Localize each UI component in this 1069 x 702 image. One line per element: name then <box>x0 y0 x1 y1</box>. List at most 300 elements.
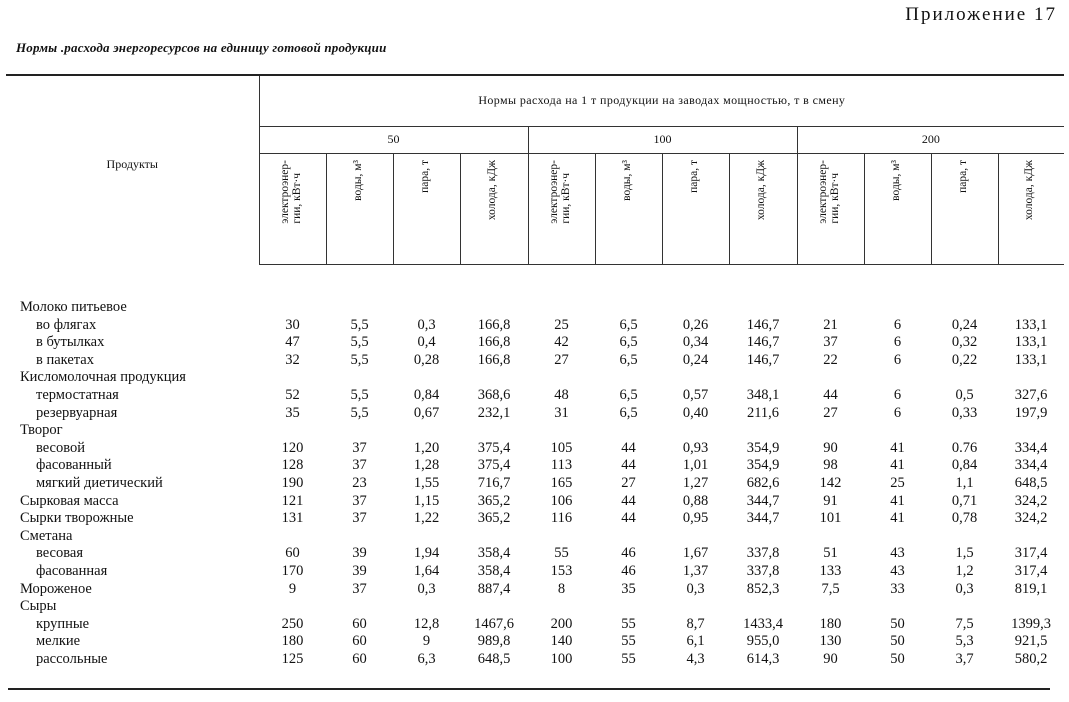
row-value-cell <box>864 422 931 440</box>
header-col-label: электроэнер- гии, кВт·ч <box>816 160 841 224</box>
row-value-cell: 0,3 <box>686 580 705 597</box>
row-value-cell: 37 <box>352 439 367 456</box>
row-value-cell: 48 <box>554 387 569 404</box>
row-value-cell <box>864 369 931 387</box>
row-value-cell: 37 <box>823 334 838 351</box>
row-value-cell: 106 <box>550 492 573 509</box>
row-value-cell: 317,4 <box>1014 562 1048 579</box>
row-value-cell: 25 <box>554 316 569 333</box>
row-value-cell <box>460 422 528 440</box>
row-value-cell: 60 <box>352 650 367 667</box>
row-product-name: в бутылках <box>36 334 105 351</box>
row-value-cell: 368,6 <box>477 387 511 404</box>
row-value-cell: 6,1 <box>686 633 705 650</box>
row-value-cell: 682,6 <box>746 474 780 491</box>
row-value-cell: 0.76 <box>951 439 978 456</box>
row-value-cell: 60 <box>352 633 367 650</box>
header-col-cold-100 <box>729 154 797 265</box>
row-value-cell: 1,37 <box>682 562 709 579</box>
row-value-cell: 200 <box>550 615 573 632</box>
row-value-cell: 0,24 <box>682 351 709 368</box>
row-value-cell: 232,1 <box>477 404 511 421</box>
header-col-cold-50 <box>460 154 528 265</box>
row-value-cell: 0,71 <box>951 492 978 509</box>
row-value-cell: 1,01 <box>682 457 709 474</box>
row-value-cell: 365,2 <box>477 492 511 509</box>
table-row <box>6 440 1064 458</box>
table-title: Нормы .расхода энергоресурсов на единицу готовой продукции <box>16 40 387 55</box>
row-value-cell <box>528 299 595 317</box>
row-value-cell: 1,22 <box>413 510 440 527</box>
row-value-cell: 1,15 <box>413 492 440 509</box>
row-value-cell: 43 <box>890 562 905 579</box>
row-value-cell: 37 <box>352 510 367 527</box>
table-row <box>6 510 1064 528</box>
row-value-cell <box>326 369 393 387</box>
table-row <box>6 598 1064 616</box>
row-value-cell <box>998 369 1064 387</box>
header-col-water-100 <box>595 154 662 265</box>
row-value-cell: 90 <box>823 650 838 667</box>
row-value-cell <box>259 422 326 440</box>
row-value-cell: 32 <box>285 351 300 368</box>
row-value-cell: 0,24 <box>951 316 978 333</box>
row-value-cell <box>460 299 528 317</box>
row-value-cell <box>326 598 393 616</box>
row-value-cell: 348,1 <box>746 387 780 404</box>
header-col-steam-200 <box>931 154 998 265</box>
row-value-cell <box>729 528 797 546</box>
row-value-cell: 1467,6 <box>474 615 514 632</box>
row-value-cell: 358,4 <box>477 545 511 562</box>
row-value-cell: 819,1 <box>1014 580 1048 597</box>
row-value-cell <box>729 598 797 616</box>
row-value-cell: 43 <box>890 545 905 562</box>
row-value-cell: 22 <box>823 351 838 368</box>
row-product-name: весовая <box>36 545 84 562</box>
row-value-cell: 101 <box>819 510 842 527</box>
row-value-cell: 8 <box>557 580 566 597</box>
row-value-cell <box>864 299 931 317</box>
row-value-cell <box>393 528 460 546</box>
row-value-cell: 25 <box>890 474 905 491</box>
row-value-cell: 6,5 <box>619 404 638 421</box>
row-value-cell: 37 <box>352 457 367 474</box>
row-value-cell: 1399,3 <box>1011 615 1052 632</box>
row-value-cell <box>662 422 729 440</box>
row-value-cell: 5,3 <box>955 633 974 650</box>
row-value-cell: 7,5 <box>955 615 974 632</box>
header-col-label: воды, м³ <box>620 160 633 201</box>
row-value-cell: 365,2 <box>477 510 511 527</box>
row-value-cell: 989,8 <box>477 633 511 650</box>
row-value-cell: 146,7 <box>746 316 780 333</box>
row-value-cell: 46 <box>621 545 636 562</box>
row-value-cell <box>528 598 595 616</box>
table-row <box>6 563 1064 581</box>
table-row <box>6 651 1064 669</box>
header-col-label: воды, м³ <box>889 160 902 201</box>
row-value-cell: 0,34 <box>682 334 709 351</box>
row-value-cell: 6,5 <box>619 351 638 368</box>
row-product-name: Кисломолочная продукция <box>20 369 186 386</box>
row-value-cell: 6,5 <box>619 387 638 404</box>
row-value-cell: 51 <box>823 545 838 562</box>
row-value-cell: 6,5 <box>619 334 638 351</box>
row-product-name: Творог <box>20 422 63 439</box>
row-value-cell: 133,1 <box>1014 316 1048 333</box>
row-value-cell: 6 <box>893 351 902 368</box>
row-value-cell: 41 <box>890 492 905 509</box>
row-value-cell: 0,57 <box>682 387 709 404</box>
row-product-name: весовой <box>36 439 86 456</box>
row-value-cell: 142 <box>819 474 842 491</box>
row-value-cell: 120 <box>281 439 304 456</box>
row-product-name: Мороженое <box>20 580 92 597</box>
header-span: Нормы расхода на 1 т продукции на заводах мощностью, т в смену <box>259 75 1064 127</box>
row-product-name: фасованная <box>36 562 108 579</box>
row-value-cell: 8,7 <box>686 615 705 632</box>
row-value-cell: 35 <box>285 404 300 421</box>
row-value-cell: 170 <box>281 562 304 579</box>
row-value-cell <box>595 528 662 546</box>
row-value-cell: 614,3 <box>746 650 780 667</box>
row-value-cell <box>259 598 326 616</box>
row-value-cell: 12,8 <box>413 615 440 632</box>
row-value-cell: 9 <box>422 633 431 650</box>
row-product-name: Молоко питьевое <box>20 299 127 316</box>
row-value-cell: 41 <box>890 457 905 474</box>
table-row <box>6 369 1064 387</box>
row-value-cell: 1,20 <box>413 439 440 456</box>
row-value-cell: 0,88 <box>682 492 709 509</box>
row-value-cell <box>998 528 1064 546</box>
row-value-cell: 955,0 <box>746 633 780 650</box>
header-capacity-200: 200 <box>797 127 1064 154</box>
row-value-cell: 60 <box>285 545 300 562</box>
row-value-cell: 166,8 <box>477 334 511 351</box>
row-value-cell: 1,28 <box>413 457 440 474</box>
row-value-cell <box>259 369 326 387</box>
header-col-label: холода, кДж <box>486 160 498 221</box>
row-value-cell: 197,9 <box>1014 404 1048 421</box>
table-row <box>6 405 1064 423</box>
table-row <box>6 422 1064 440</box>
header-col-electricity-200 <box>797 154 864 265</box>
norms-table <box>6 74 1064 668</box>
row-value-cell: 0,5 <box>955 387 974 404</box>
row-value-cell: 146,7 <box>746 351 780 368</box>
row-product-name: мелкие <box>36 633 81 650</box>
row-value-cell: 3,7 <box>955 650 974 667</box>
table-row <box>6 317 1064 335</box>
row-value-cell: 334,4 <box>1014 439 1048 456</box>
row-product-name: рассольные <box>36 650 108 667</box>
row-product-name: фасованный <box>36 457 112 474</box>
header-col-cold-200 <box>998 154 1064 265</box>
row-value-cell <box>998 598 1064 616</box>
row-value-cell: 90 <box>823 439 838 456</box>
row-value-cell <box>729 299 797 317</box>
row-product-name: Сырковая масса <box>20 492 119 509</box>
table-row <box>6 616 1064 634</box>
row-value-cell: 21 <box>823 316 838 333</box>
row-value-cell <box>393 598 460 616</box>
header-col-water-50 <box>326 154 393 265</box>
row-value-cell <box>797 299 864 317</box>
row-value-cell: 580,2 <box>1014 650 1048 667</box>
row-value-cell: 44 <box>621 510 636 527</box>
header-col-electricity-100 <box>528 154 595 265</box>
row-value-cell: 0,26 <box>682 316 709 333</box>
row-value-cell: 354,9 <box>746 439 780 456</box>
row-value-cell: 6,5 <box>619 316 638 333</box>
row-value-cell: 344,7 <box>746 510 780 527</box>
row-value-cell: 1,27 <box>682 474 709 491</box>
row-value-cell: 91 <box>823 492 838 509</box>
row-value-cell: 337,8 <box>746 545 780 562</box>
row-value-cell: 334,4 <box>1014 457 1048 474</box>
row-value-cell: 60 <box>352 615 367 632</box>
header-col-electricity-50 <box>259 154 326 265</box>
row-value-cell: 337,8 <box>746 562 780 579</box>
row-value-cell: 0,67 <box>413 404 440 421</box>
header-col-label: пара, т <box>956 160 969 193</box>
row-value-cell: 324,2 <box>1014 492 1048 509</box>
row-value-cell: 9 <box>288 580 297 597</box>
row-value-cell: 37 <box>352 492 367 509</box>
row-value-cell <box>662 299 729 317</box>
row-value-cell: 6 <box>893 334 902 351</box>
header-products: Продукты <box>6 75 259 265</box>
norms-table-container <box>0 74 1069 668</box>
row-value-cell: 121 <box>281 492 304 509</box>
row-value-cell: 648,5 <box>1014 474 1048 491</box>
header-capacity-100: 100 <box>528 127 797 154</box>
row-value-cell: 1,5 <box>955 545 974 562</box>
row-value-cell <box>797 598 864 616</box>
row-value-cell: 128 <box>281 457 304 474</box>
row-value-cell: 0,32 <box>951 334 978 351</box>
row-value-cell: 716,7 <box>477 474 511 491</box>
row-value-cell: 6 <box>893 387 902 404</box>
row-value-cell: 146,7 <box>746 334 780 351</box>
row-value-cell: 41 <box>890 439 905 456</box>
row-product-name: Сыры <box>20 598 57 615</box>
row-value-cell: 37 <box>352 580 367 597</box>
row-value-cell: 44 <box>621 457 636 474</box>
row-value-cell: 6 <box>893 316 902 333</box>
row-value-cell <box>460 369 528 387</box>
row-value-cell <box>528 369 595 387</box>
row-value-cell <box>931 598 998 616</box>
row-value-cell: 39 <box>352 562 367 579</box>
row-product-name: мягкий диетический <box>36 474 163 491</box>
row-value-cell <box>864 528 931 546</box>
table-row <box>6 334 1064 352</box>
table-row <box>6 493 1064 511</box>
row-value-cell <box>931 422 998 440</box>
row-product-name: термостатная <box>36 387 119 404</box>
header-col-label: пара, т <box>418 160 431 193</box>
row-value-cell: 0,40 <box>682 404 709 421</box>
row-value-cell: 30 <box>285 316 300 333</box>
row-value-cell: 317,4 <box>1014 545 1048 562</box>
appendix-label: Приложение 17 <box>905 4 1057 25</box>
row-value-cell: 250 <box>281 615 304 632</box>
row-value-cell <box>729 369 797 387</box>
table-row <box>6 545 1064 563</box>
row-value-cell: 44 <box>621 439 636 456</box>
row-value-cell: 42 <box>554 334 569 351</box>
row-value-cell <box>460 598 528 616</box>
row-value-cell: 23 <box>352 474 367 491</box>
row-value-cell: 55 <box>554 545 569 562</box>
row-value-cell: 39 <box>352 545 367 562</box>
row-product-name: резервуарная <box>36 404 118 421</box>
row-value-cell: 375,4 <box>477 439 511 456</box>
row-value-cell <box>662 369 729 387</box>
row-value-cell: 358,4 <box>477 562 511 579</box>
row-value-cell: 180 <box>281 633 304 650</box>
row-value-cell: 98 <box>823 457 838 474</box>
row-value-cell: 50 <box>890 650 905 667</box>
row-value-cell <box>662 598 729 616</box>
row-value-cell: 55 <box>621 615 636 632</box>
row-value-cell: 31 <box>554 404 569 421</box>
row-value-cell: 44 <box>823 387 838 404</box>
row-value-cell: 1,64 <box>413 562 440 579</box>
row-value-cell: 153 <box>550 562 573 579</box>
row-value-cell: 1,1 <box>955 474 974 491</box>
row-value-cell: 6,3 <box>417 650 436 667</box>
row-product-name: крупные <box>36 615 90 632</box>
row-value-cell <box>528 422 595 440</box>
row-value-cell: 5,5 <box>350 316 369 333</box>
table-row <box>6 528 1064 546</box>
row-value-cell: 0,33 <box>951 404 978 421</box>
header-col-label: электроэнер- гии, кВт·ч <box>278 160 303 224</box>
row-value-cell: 44 <box>621 492 636 509</box>
row-value-cell: 327,6 <box>1014 387 1048 404</box>
row-value-cell: 887,4 <box>477 580 511 597</box>
row-value-cell: 47 <box>285 334 300 351</box>
row-value-cell: 0,28 <box>413 351 440 368</box>
row-value-cell <box>259 299 326 317</box>
row-value-cell: 0,84 <box>413 387 440 404</box>
row-value-cell: 1,94 <box>413 545 440 562</box>
row-value-cell <box>662 528 729 546</box>
bottom-rule <box>8 688 1050 690</box>
row-value-cell <box>729 422 797 440</box>
row-value-cell <box>797 369 864 387</box>
row-product-name: Сметана <box>20 527 73 544</box>
row-value-cell <box>797 528 864 546</box>
row-value-cell: 1,2 <box>955 562 974 579</box>
row-value-cell: 324,2 <box>1014 510 1048 527</box>
header-col-label: пара, т <box>687 160 700 193</box>
table-row <box>6 387 1064 405</box>
row-value-cell: 166,8 <box>477 316 511 333</box>
row-value-cell: 27 <box>823 404 838 421</box>
row-value-cell: 1,55 <box>413 474 440 491</box>
row-value-cell: 113 <box>550 457 573 474</box>
row-value-cell: 27 <box>621 474 636 491</box>
row-product-name: Сырки творожные <box>20 510 134 527</box>
row-value-cell: 5,5 <box>350 387 369 404</box>
header-col-label: электроэнер- гии, кВт·ч <box>547 160 572 224</box>
header-col-steam-50 <box>393 154 460 265</box>
row-value-cell: 0,95 <box>682 510 709 527</box>
row-value-cell: 1,67 <box>682 545 709 562</box>
row-value-cell: 55 <box>621 633 636 650</box>
table-row <box>6 633 1064 651</box>
table-row <box>6 457 1064 475</box>
row-value-cell: 140 <box>550 633 573 650</box>
table-row <box>6 475 1064 493</box>
header-col-label: воды, м³ <box>351 160 364 201</box>
row-value-cell: 6 <box>893 404 902 421</box>
row-value-cell: 0,93 <box>682 439 709 456</box>
row-value-cell: 180 <box>819 615 842 632</box>
row-value-cell: 354,9 <box>746 457 780 474</box>
row-value-cell: 50 <box>890 615 905 632</box>
row-value-cell: 55 <box>621 650 636 667</box>
row-value-cell: 0,3 <box>955 580 974 597</box>
row-value-cell: 100 <box>550 650 573 667</box>
row-value-cell: 33 <box>890 580 905 597</box>
table-row <box>6 352 1064 370</box>
row-value-cell <box>998 422 1064 440</box>
row-value-cell: 0,78 <box>951 510 978 527</box>
row-value-cell <box>326 299 393 317</box>
row-value-cell: 105 <box>550 439 573 456</box>
row-value-cell <box>595 422 662 440</box>
row-value-cell: 41 <box>890 510 905 527</box>
row-value-cell: 0,3 <box>417 580 436 597</box>
row-value-cell <box>326 422 393 440</box>
row-value-cell: 166,8 <box>477 351 511 368</box>
row-product-name: в пакетах <box>36 351 94 368</box>
row-value-cell <box>393 369 460 387</box>
row-value-cell: 116 <box>550 510 573 527</box>
row-value-cell: 35 <box>621 580 636 597</box>
row-value-cell <box>595 369 662 387</box>
header-col-label: холода, кДж <box>1023 160 1036 221</box>
row-product-name: во флягах <box>36 316 97 333</box>
row-value-cell: 27 <box>554 351 569 368</box>
row-value-cell <box>595 598 662 616</box>
table-row <box>6 299 1064 317</box>
row-value-cell: 1433,4 <box>743 615 783 632</box>
row-value-cell: 125 <box>281 650 304 667</box>
row-value-cell: 50 <box>890 633 905 650</box>
row-value-cell: 0,4 <box>417 334 436 351</box>
row-value-cell <box>259 528 326 546</box>
row-value-cell: 344,7 <box>746 492 780 509</box>
row-value-cell: 5,5 <box>350 404 369 421</box>
row-value-cell: 648,5 <box>477 650 511 667</box>
row-value-cell <box>393 299 460 317</box>
row-value-cell: 130 <box>819 633 842 650</box>
row-value-cell: 46 <box>621 562 636 579</box>
row-value-cell: 375,4 <box>477 457 511 474</box>
row-value-cell <box>931 528 998 546</box>
row-value-cell <box>528 528 595 546</box>
row-value-cell: 0,84 <box>951 457 978 474</box>
row-value-cell: 0,22 <box>951 351 978 368</box>
row-value-cell <box>595 299 662 317</box>
